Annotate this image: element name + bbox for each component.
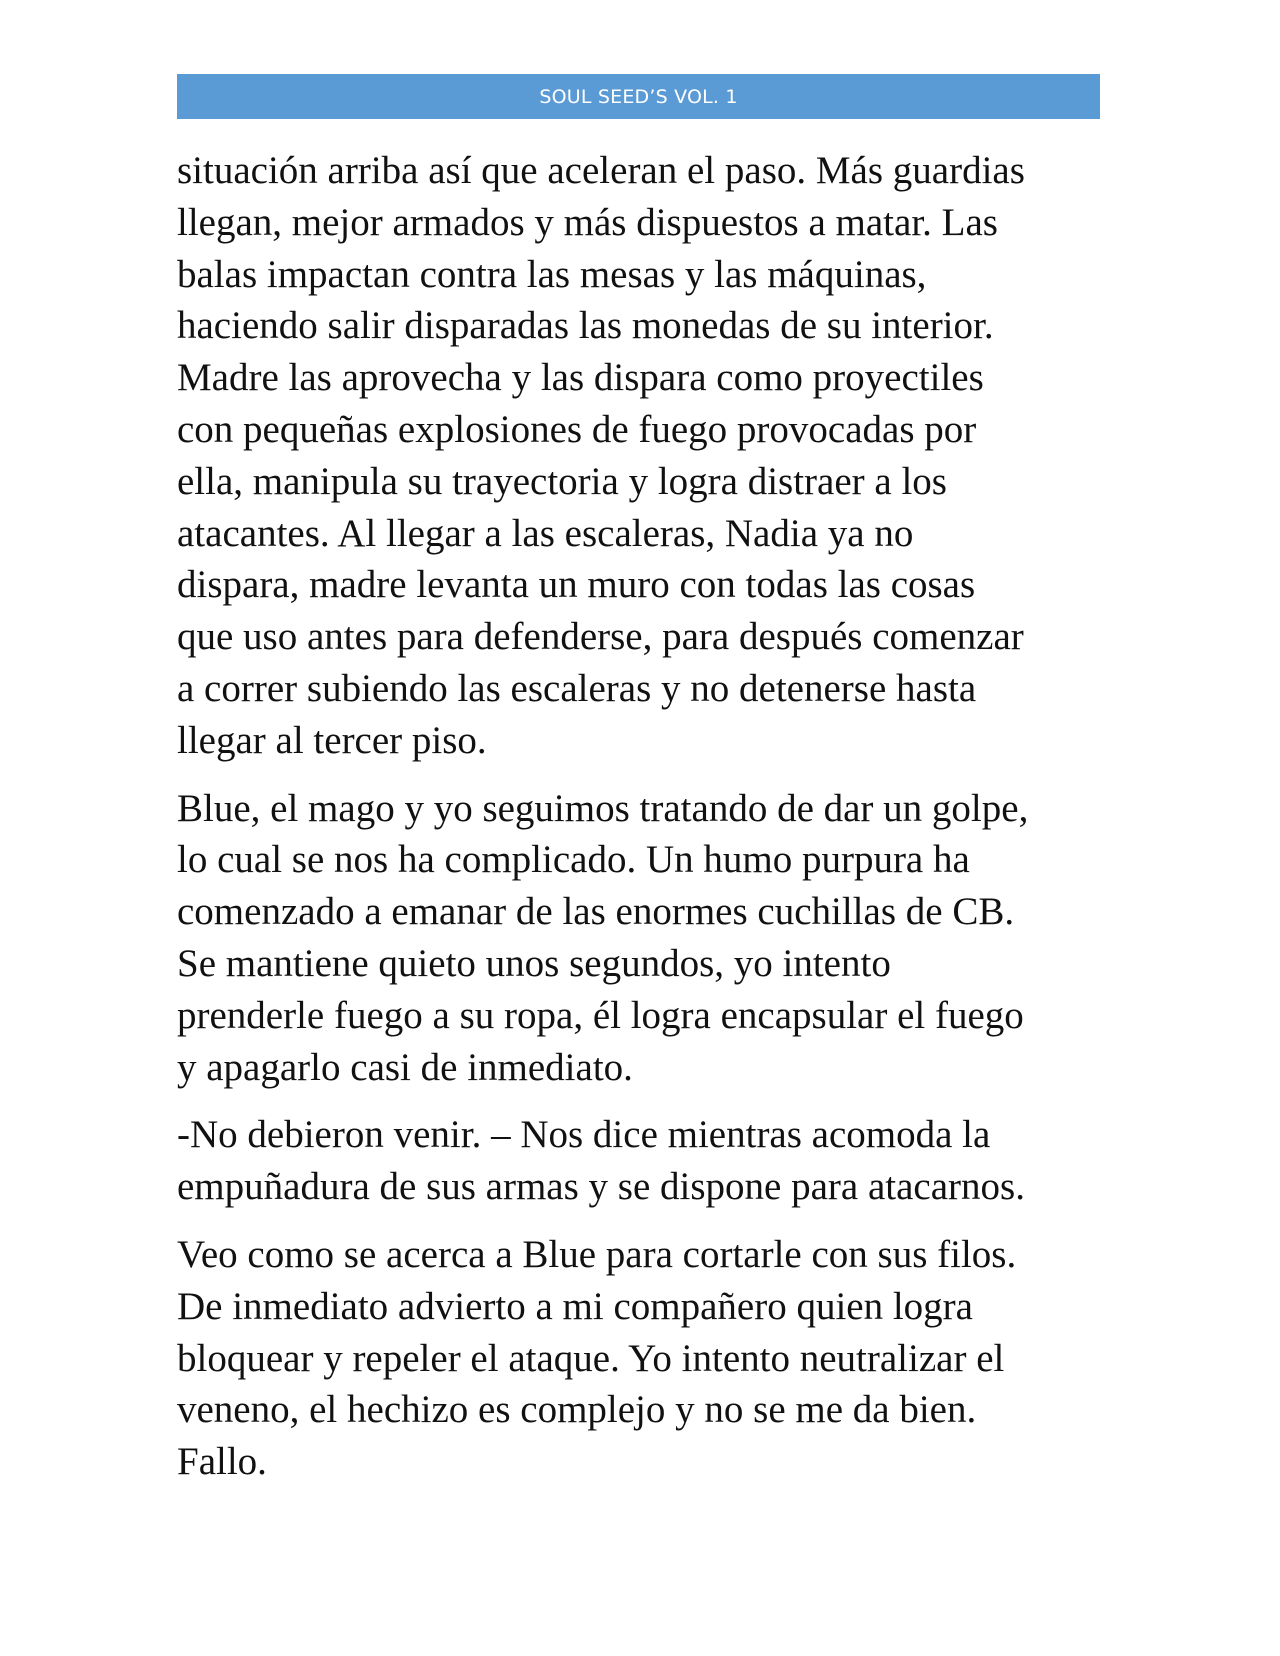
paragraph-1: situación arriba así que aceleran el paso. Más guardias llegan, mejor armados y más dispuestos a matar. Las balas impactan contra las mesas y las máquinas, haciendo salir disparadas las monedas de su interior. Madre las aprovecha y las dispara como proyectiles con pequeñas explosiones de fuego provocadas por ella, manipula su trayectoria y logra distraer a los atacantes. Al llegar a las escaleras, Nadia ya no dispara, madre levanta un muro con todas las cosas que uso antes para defenderse, para después comenzar a correr subiendo las escaleras y no detenerse hasta llegar al tercer piso.: [177, 149, 1025, 762]
paragraph-4: Veo como se acerca a Blue para cortarle con sus filos. De inmediato advierto a mi compañero quien logra bloquear y repeler el ataque. Yo intento neutralizar el veneno, el hechizo es complejo y no se me da bien. Fallo.: [177, 1232, 1017, 1484]
paragraph-2: Blue, el mago y yo seguimos tratando de dar un golpe, lo cual se nos ha complicado. Un humo purpura ha comenzado a emanar de las enormes cuchillas de CB. Se mantiene quieto unos segundos, yo intento prenderle fuego a su ropa, él logra encapsular el fuego y apagarlo casi de inmediato.: [177, 786, 1029, 1089]
body-text: [177, 145, 1117, 1504]
paragraph-3: -No debieron venir. – Nos dice mientras acomoda la empuñadura de sus armas y se dispone para atacarnos.: [177, 1113, 1025, 1209]
header-title: SOUL SEED’S VOL. 1: [539, 85, 738, 108]
running-header: [177, 74, 1100, 119]
